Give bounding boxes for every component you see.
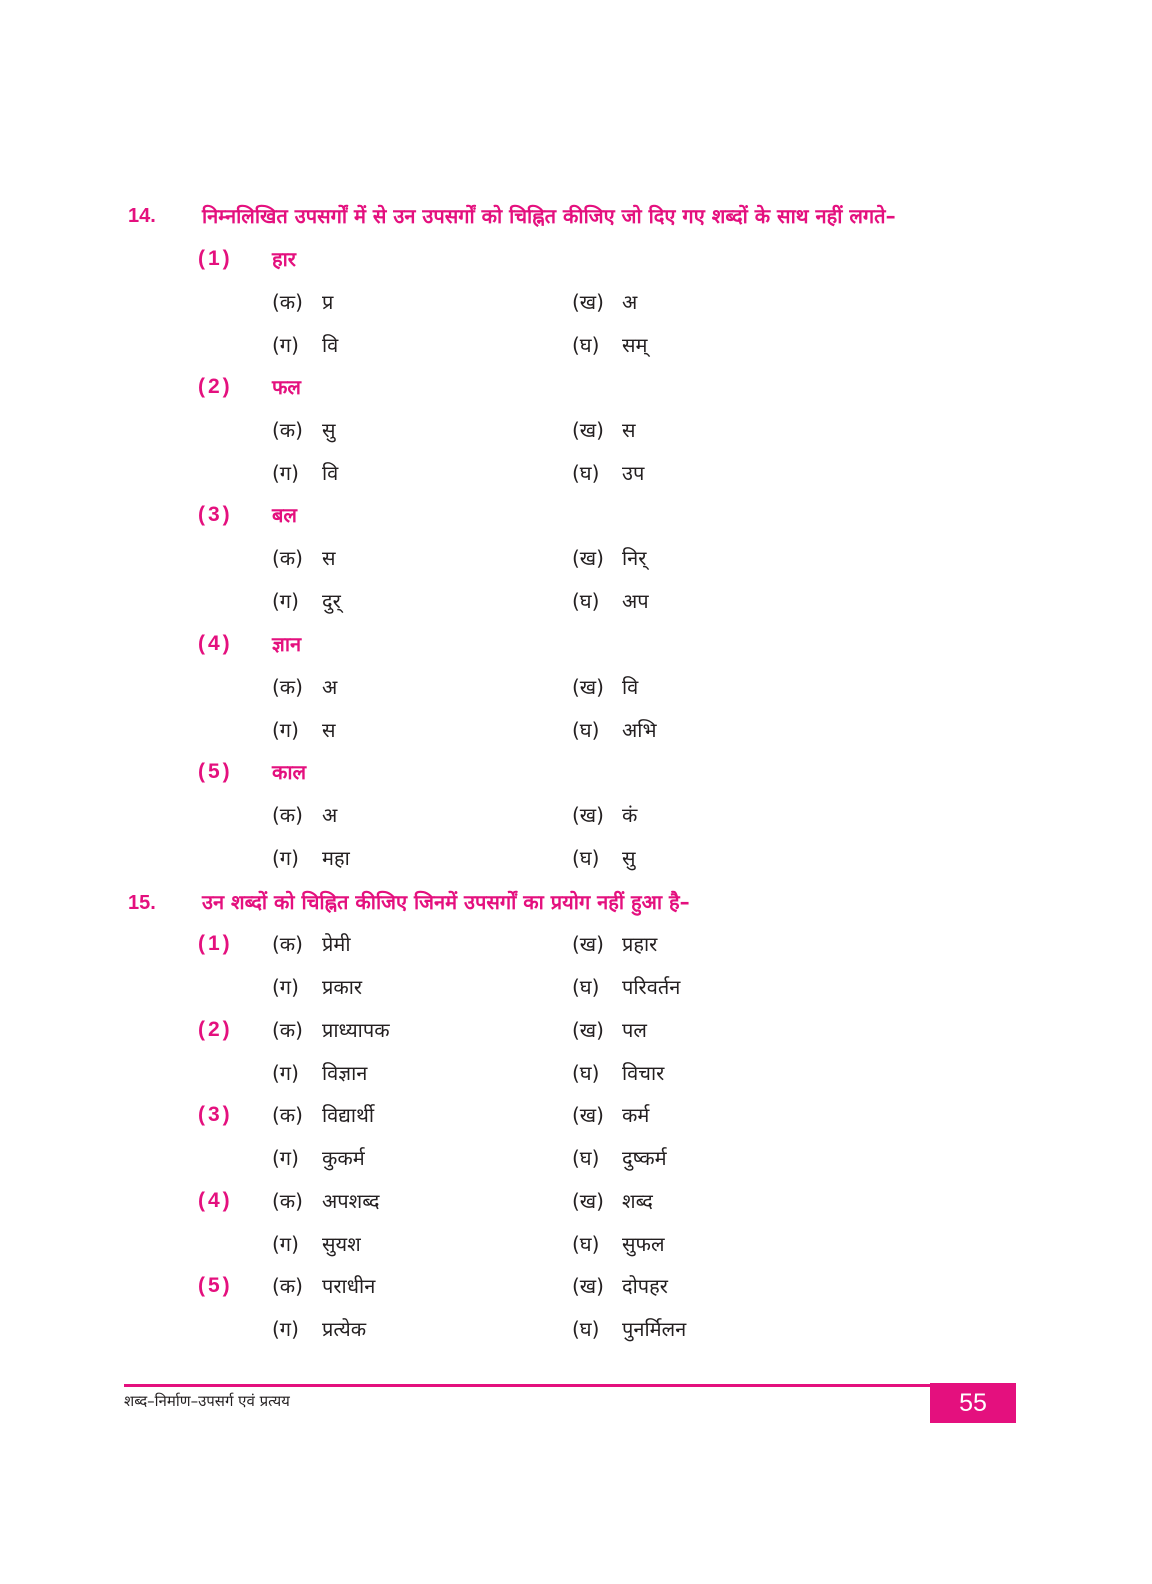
option <box>272 1187 380 1214</box>
option-text: प्रत्येक <box>322 1317 367 1341</box>
option-text: स <box>622 418 636 442</box>
option-text: दोपहर <box>622 1274 668 1298</box>
option-label: (क) <box>272 546 303 570</box>
option <box>572 844 636 871</box>
option-text: अप <box>622 589 649 613</box>
option-text: विचार <box>622 1061 665 1085</box>
option-text: अ <box>622 290 638 314</box>
option-text: प्राध्यापक <box>322 1018 390 1042</box>
option-text: विद्यार्थी <box>322 1103 375 1127</box>
option-text: अ <box>322 803 338 827</box>
option-text: कर्म <box>622 1103 650 1127</box>
option <box>572 1144 667 1171</box>
option-label: (क) <box>272 675 303 699</box>
option <box>272 801 337 828</box>
sub-question-number: (5) <box>198 760 233 783</box>
option-text: स <box>322 718 336 742</box>
option-label: (ख) <box>572 418 604 442</box>
option <box>272 716 336 743</box>
sub-question-word: बल <box>272 503 297 527</box>
option <box>272 288 333 315</box>
option-text: दुर् <box>322 589 341 613</box>
option-label: (घ) <box>572 975 600 999</box>
sub-question-word: हार <box>272 247 296 271</box>
option-label: (ग) <box>272 1232 299 1256</box>
option-label: (ग) <box>272 589 299 613</box>
option-text: सु <box>622 846 636 870</box>
option <box>572 673 638 700</box>
option <box>572 716 657 743</box>
option-label: (ख) <box>572 932 604 956</box>
option-text: पुनर्मिलन <box>622 1317 687 1341</box>
option <box>572 544 646 571</box>
sub-question-word: फल <box>272 375 301 399</box>
option <box>572 587 649 614</box>
option-label: (ख) <box>572 803 604 827</box>
option-label: (ख) <box>572 1189 604 1213</box>
option-label: (ग) <box>272 461 299 485</box>
sub-question-number: (4) <box>198 632 233 655</box>
option-label: (ग) <box>272 333 299 357</box>
option <box>572 1315 686 1342</box>
option-label: (ग) <box>272 1061 299 1085</box>
option <box>272 1315 366 1342</box>
option <box>572 1187 653 1214</box>
option-label: (क) <box>272 290 303 314</box>
option-text: शब्द <box>622 1189 653 1213</box>
option-label: (घ) <box>572 1317 600 1341</box>
sub-question-number: (2) <box>198 1018 233 1041</box>
question-prompt: उन शब्दों को चिह्नित कीजिए जिनमें उपसर्गों का प्रयोग नहीं हुआ है– <box>202 890 690 914</box>
option-text: महा <box>322 846 350 870</box>
sub-question-number: (1) <box>198 247 233 270</box>
option-label: (घ) <box>572 1232 600 1256</box>
option-text: विज्ञान <box>322 1061 368 1085</box>
option-text: स <box>322 546 336 570</box>
question-prompt: निम्नलिखित उपसर्गों में से उन उपसर्गों को चिह्नित कीजिए जो दिए गए शब्दों के साथ नहीं लगते– <box>202 204 896 228</box>
option <box>272 1230 361 1257</box>
option-label: (क) <box>272 418 303 442</box>
option <box>272 331 338 358</box>
option-text: सम् <box>622 333 648 357</box>
option-text: पल <box>622 1018 647 1042</box>
option-label: (ग) <box>272 1317 299 1341</box>
option-text: परिवर्तन <box>622 975 681 999</box>
option-label: (घ) <box>572 718 600 742</box>
option-text: सु <box>322 418 336 442</box>
option-label: (घ) <box>572 1061 600 1085</box>
footer-chapter-title: शब्द–निर्माण–उपसर्ग एवं प्रत्यय <box>124 1392 290 1410</box>
option-text: प्र <box>322 290 334 314</box>
option-text: उप <box>622 461 645 485</box>
option <box>272 1016 390 1043</box>
option-text: वि <box>322 333 339 357</box>
option-label: (ख) <box>572 1103 604 1127</box>
option <box>272 544 336 571</box>
sub-question-word: ज्ञान <box>272 632 302 656</box>
option <box>572 1059 664 1086</box>
option <box>272 459 338 486</box>
option-text: प्रकार <box>322 975 363 999</box>
option <box>272 416 336 443</box>
option-label: (क) <box>272 1103 303 1127</box>
option-label: (क) <box>272 932 303 956</box>
sub-question-number: (4) <box>198 1189 233 1212</box>
option <box>572 1272 668 1299</box>
option-label: (ग) <box>272 1146 299 1170</box>
option <box>572 801 637 828</box>
sub-question-number: (1) <box>198 932 233 955</box>
option <box>272 673 337 700</box>
option-text: पराधीन <box>322 1274 376 1298</box>
option <box>572 288 637 315</box>
option <box>572 1016 647 1043</box>
option-label: (क) <box>272 1018 303 1042</box>
sub-question-number: (5) <box>198 1274 233 1297</box>
option-label: (ख) <box>572 290 604 314</box>
option <box>272 1059 367 1086</box>
option-label: (घ) <box>572 1146 600 1170</box>
option-label: (ग) <box>272 975 299 999</box>
option-label: (घ) <box>572 461 600 485</box>
option-label: (ख) <box>572 675 604 699</box>
sub-question-word: काल <box>272 760 307 784</box>
option <box>272 587 341 614</box>
option <box>272 1101 374 1128</box>
sub-question-number: (2) <box>198 375 233 398</box>
option-label: (ग) <box>272 846 299 870</box>
option-label: (ख) <box>572 1274 604 1298</box>
option <box>572 331 647 358</box>
option-text: वि <box>322 461 339 485</box>
option <box>572 1230 665 1257</box>
option-text: प्रेमी <box>322 932 351 956</box>
option-text: दुष्कर्म <box>622 1146 667 1170</box>
option-text: अ <box>322 675 338 699</box>
option <box>272 930 351 957</box>
sub-question-number: (3) <box>198 1103 233 1126</box>
option-label: (क) <box>272 803 303 827</box>
option-label: (ख) <box>572 1018 604 1042</box>
option-text: प्रहार <box>622 932 658 956</box>
option <box>572 930 657 957</box>
option-label: (ख) <box>572 546 604 570</box>
option <box>272 1144 365 1171</box>
question-number: 15. <box>128 892 156 914</box>
option <box>572 1101 649 1128</box>
option-text: निर् <box>622 546 647 570</box>
option-label: (क) <box>272 1189 303 1213</box>
option <box>272 844 350 871</box>
option-label: (घ) <box>572 589 600 613</box>
option-text: वि <box>622 675 639 699</box>
footer-divider <box>124 1384 930 1387</box>
question-number: 14. <box>128 205 156 227</box>
option <box>572 416 636 443</box>
option <box>572 973 680 1000</box>
option-label: (घ) <box>572 846 600 870</box>
option-text: सुफल <box>622 1232 665 1256</box>
option-label: (ग) <box>272 718 299 742</box>
option-text: सुयश <box>322 1232 361 1256</box>
option-label: (क) <box>272 1274 303 1298</box>
option-text: अपशब्द <box>322 1189 380 1213</box>
option-text: कुकर्म <box>322 1146 365 1170</box>
page-number: 55 <box>930 1383 1016 1423</box>
option-text: कं <box>622 803 638 827</box>
option <box>572 459 644 486</box>
option <box>272 973 362 1000</box>
sub-question-number: (3) <box>198 503 233 526</box>
option <box>272 1272 375 1299</box>
option-text: अभि <box>622 718 657 742</box>
option-label: (घ) <box>572 333 600 357</box>
